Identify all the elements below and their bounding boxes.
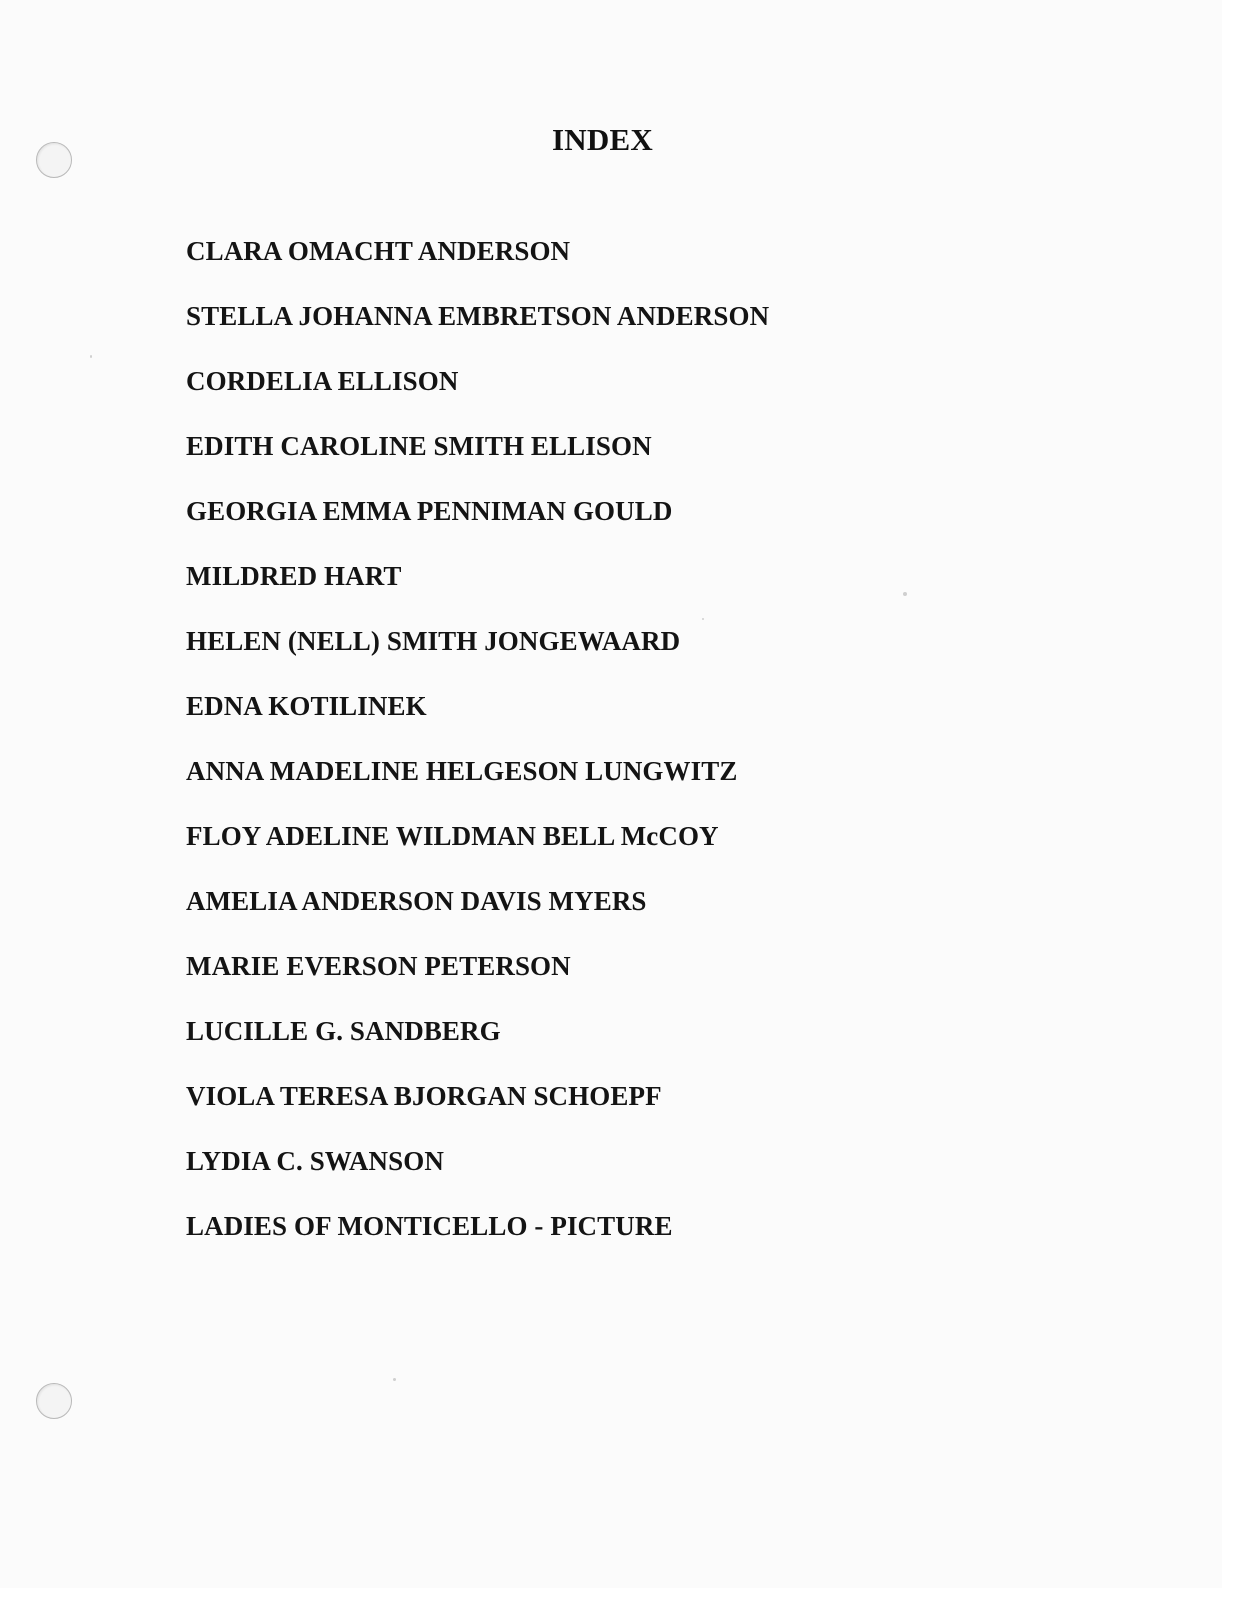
index-entry: GEORGIA EMMA PENNIMAN GOULD (186, 496, 673, 526)
index-entry: EDITH CAROLINE SMITH ELLISON (186, 431, 652, 461)
page-title: INDEX (552, 122, 653, 157)
paper-speck (90, 355, 92, 358)
index-entry: MILDRED HART (186, 561, 402, 591)
scan-margin-right (1222, 0, 1237, 1600)
index-entry: HELEN (NELL) SMITH JONGEWAARD (186, 626, 681, 656)
index-entry: VIOLA TERESA BJORGAN SCHOEPF (186, 1081, 662, 1111)
scan-margin-bottom (0, 1588, 1237, 1600)
paper-speck (393, 1378, 396, 1381)
index-entry: AMELIA ANDERSON DAVIS MYERS (186, 886, 647, 916)
paper-speck (903, 592, 907, 596)
index-entry: LADIES OF MONTICELLO - PICTURE (186, 1211, 673, 1241)
index-entry: STELLA JOHANNA EMBRETSON ANDERSON (186, 301, 770, 331)
index-entry: EDNA KOTILINEK (186, 691, 427, 721)
index-list (186, 236, 769, 1276)
index-entry: LUCILLE G. SANDBERG (186, 1016, 501, 1046)
index-entry: CLARA OMACHT ANDERSON (186, 236, 571, 266)
index-entry: CORDELIA ELLISON (186, 366, 459, 396)
index-entry: ANNA MADELINE HELGESON LUNGWITZ (186, 756, 738, 786)
index-entry: MARIE EVERSON PETERSON (186, 951, 571, 981)
index-entry: FLOY ADELINE WILDMAN BELL McCOY (186, 821, 719, 851)
index-entry: LYDIA C. SWANSON (186, 1146, 444, 1176)
punch-hole-bottom (36, 1383, 72, 1419)
